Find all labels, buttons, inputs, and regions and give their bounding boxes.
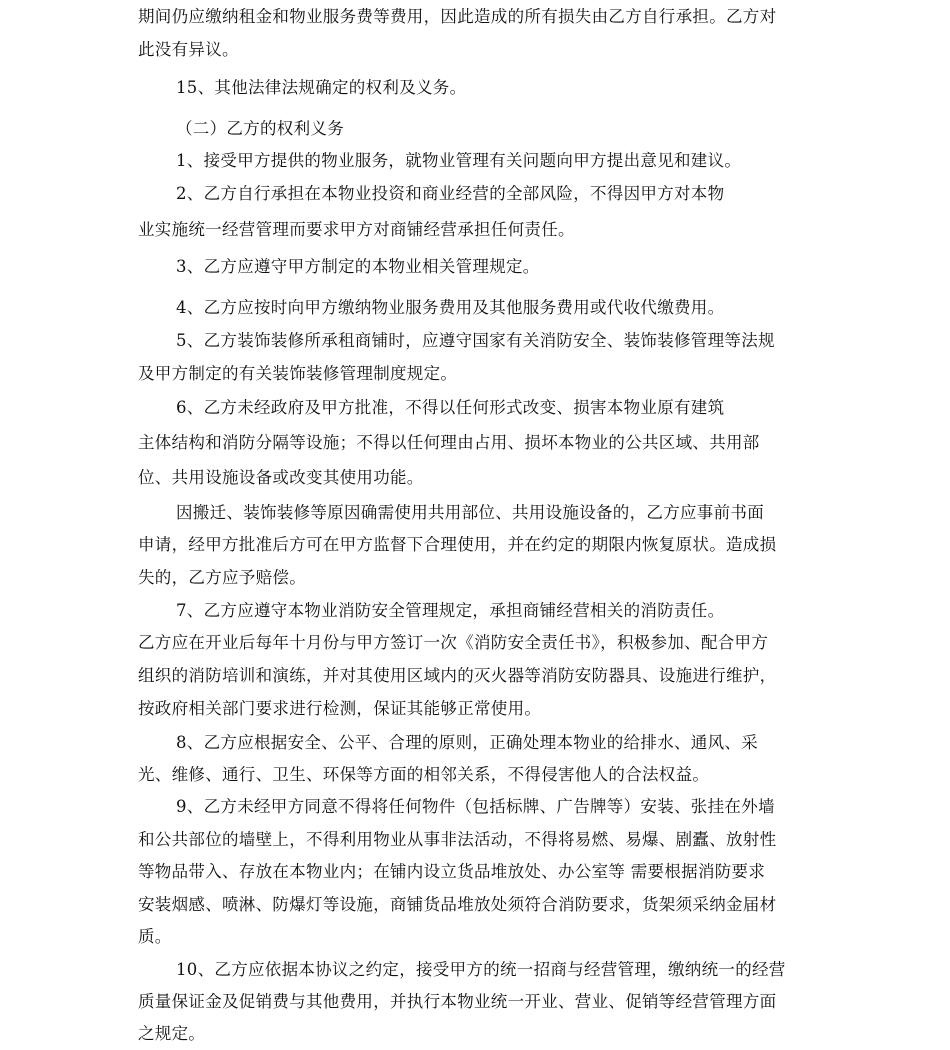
text-line: 8、乙方应根据安全、公平、合理的原则，正确处理本物业的给排水、通风、采	[176, 733, 758, 752]
clause-heading: 15、其他法律法规确定的权利及义务。	[176, 78, 467, 97]
text-line: 组织的消防培训和演练，并对其使用区域内的灭火器等消防安防器具、设施进行维护，	[138, 666, 777, 685]
text-line: 等物品带入、存放在本物业内；在铺内设立货品堆放处、办公室等 需要根据消防要求	[138, 862, 766, 881]
text-line: 7、乙方应遵守本物业消防安全管理规定，承担商铺经营相关的消防责任。	[176, 601, 725, 620]
text-line: 因搬迁、装饰装修等原因确需使用共用部位、共用设施设备的，乙方应事前书面	[176, 503, 764, 522]
text-line: 和公共部位的墙壁上，不得利用物业从事非法活动，不得将易燃、易爆、剧蠹、放射性	[138, 830, 777, 849]
text-line: 主体结构和消防分隔等设施；不得以任何理由占用、损坏本物业的公共区域、共用部	[138, 433, 760, 452]
text-line: 此没有异议。	[138, 40, 239, 59]
text-line: 业实施统一经营管理而要求甲方对商铺经营承担任何责任。	[138, 220, 575, 239]
text-line: 质量保证金及促销费与其他费用，并执行本物业统一开业、营业、促销等经营管理方面	[138, 992, 777, 1011]
text-line: 乙方应在开业后每年十月份与甲方签订一次《消防安全责任书》，积极参加、配合甲方	[138, 633, 769, 652]
text-line: 质。	[138, 927, 172, 946]
text-line: 10、乙方应依据本协议之约定，接受甲方的统一招商与经营管理，缴纳统一的经营	[176, 960, 786, 979]
text-line: 光、维修、通行、卫生、环保等方面的相邻关系，不得侵害他人的合法权益。	[138, 765, 710, 784]
text-line: 6、乙方未经政府及甲方批准，不得以任何形式改变、损害本物业原有建筑	[176, 398, 725, 417]
text-line: 按政府相关部门要求进行检测，保证其能够正常使用。	[138, 699, 542, 718]
text-line: 失的，乙方应予赔偿。	[138, 568, 306, 587]
text-line: 9、乙方未经甲方同意不得将任何物件（包括标牌、广告牌等）安装、张挂在外墙	[176, 797, 775, 816]
text-line: 期间仍应缴纳租金和物业服务费等费用，因此造成的所有损失由乙方自行承担。乙方对	[138, 7, 777, 26]
text-line: 3、乙方应遵守甲方制定的本物业相关管理规定。	[176, 257, 540, 276]
text-line: 之规定。	[138, 1024, 206, 1043]
text-line: 4、乙方应按时向甲方缴纳物业服务费用及其他服务费用或代收代缴费用。	[176, 298, 725, 317]
text-line: 1、接受甲方提供的物业服务，就物业管理有关问题向甲方提出意见和建议。	[176, 151, 742, 170]
text-line: 安装烟感、喷淋、防爆灯等设施，商铺货品堆放处须符合消防要求，货架须采纳金届材	[138, 895, 777, 914]
text-line: 5、乙方装饰装修所承租商铺时，应遵守国家有关消防安全、装饰装修管理等法规	[176, 331, 775, 350]
text-line: 2、乙方自行承担在本物业投资和商业经营的全部风险，不得因甲方对本物	[176, 184, 725, 203]
section-heading: （二）乙方的权利义务	[176, 119, 344, 138]
text-line: 申请，经甲方批准后方可在甲方监督下合理使用，并在约定的期限内恢复原状。造成损	[138, 535, 777, 554]
text-line: 及甲方制定的有关装饰装修管理制度规定。	[138, 364, 458, 383]
text-line: 位、共用设施设备或改变其使用功能。	[138, 468, 424, 487]
